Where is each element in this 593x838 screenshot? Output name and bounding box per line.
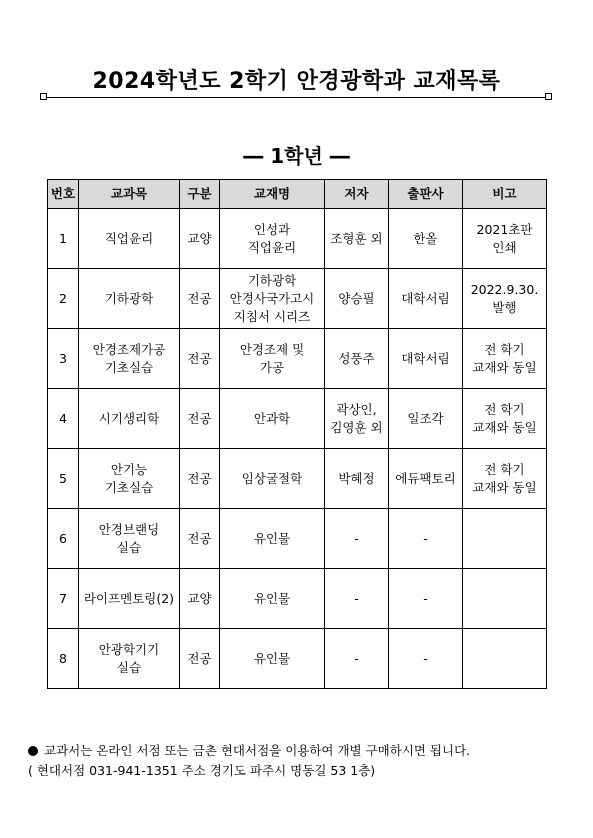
table-row — [48, 209, 547, 269]
underline-left-end — [40, 93, 47, 100]
cell-no: 6 — [48, 509, 79, 569]
cell-note: 2022.9.30. 발행 — [463, 269, 547, 329]
cell-type: 전공 — [180, 449, 220, 509]
cell-publisher: 일조각 — [389, 389, 463, 449]
cell-author: - — [325, 509, 389, 569]
notes — [28, 741, 470, 781]
cell-book: 안경조제 및 가공 — [220, 329, 325, 389]
cell-type: 교양 — [180, 569, 220, 629]
header-author: 저자 — [325, 180, 389, 209]
note-line-store: ( 현대서점 031-941-1351 주소 경기도 파주시 명동길 53 1층) — [28, 763, 376, 778]
header-type: 구분 — [180, 180, 220, 209]
cell-type: 전공 — [180, 389, 220, 449]
cell-author: 성풍주 — [325, 329, 389, 389]
cell-no: 3 — [48, 329, 79, 389]
cell-type: 전공 — [180, 509, 220, 569]
cell-note — [463, 629, 547, 689]
title-underline — [43, 97, 549, 98]
cell-note — [463, 509, 547, 569]
table-row — [48, 569, 547, 629]
cell-no: 5 — [48, 449, 79, 509]
table-row — [48, 449, 547, 509]
cell-publisher: 에듀팩토리 — [389, 449, 463, 509]
cell-no: 2 — [48, 269, 79, 329]
table-row — [48, 389, 547, 449]
cell-no: 4 — [48, 389, 79, 449]
cell-book: 임상굴절학 — [220, 449, 325, 509]
cell-course: 안경브랜딩 실습 — [79, 509, 180, 569]
table-row — [48, 629, 547, 689]
table-row — [48, 329, 547, 389]
cell-note: 전 학기 교재와 동일 — [463, 329, 547, 389]
cell-type: 전공 — [180, 269, 220, 329]
cell-note: 전 학기 교재와 동일 — [463, 389, 547, 449]
cell-book: 유인물 — [220, 629, 325, 689]
header-note: 비고 — [463, 180, 547, 209]
note-text: 교과서는 온라인 서점 또는 금촌 현대서점을 이용하여 개별 구매하시면 됩니다. — [44, 743, 471, 758]
cell-publisher: 대학서림 — [389, 329, 463, 389]
cell-type: 교양 — [180, 209, 220, 269]
cell-book: 인성과 직업윤리 — [220, 209, 325, 269]
cell-no: 7 — [48, 569, 79, 629]
table-header-row — [48, 180, 547, 209]
cell-book: 안과학 — [220, 389, 325, 449]
cell-book: 기하광학 안경사국가고시 지침서 시리즈 — [220, 269, 325, 329]
cell-course: 직업윤리 — [79, 209, 180, 269]
table-row — [48, 509, 547, 569]
cell-note: 전 학기 교재와 동일 — [463, 449, 547, 509]
textbook-table — [47, 179, 547, 689]
cell-author: 양승필 — [325, 269, 389, 329]
section-title: ― 1학년 ― — [243, 144, 350, 168]
cell-author: - — [325, 629, 389, 689]
header-course: 교과목 — [79, 180, 180, 209]
cell-publisher: - — [389, 569, 463, 629]
cell-author: 조형훈 외 — [325, 209, 389, 269]
cell-course: 기하광학 — [79, 269, 180, 329]
cell-author: - — [325, 569, 389, 629]
cell-publisher: 대학서림 — [389, 269, 463, 329]
header-book: 교재명 — [220, 180, 325, 209]
cell-publisher: - — [389, 629, 463, 689]
underline-right-end — [545, 93, 552, 100]
cell-book: 유인물 — [220, 509, 325, 569]
bullet-icon — [28, 746, 38, 756]
cell-course: 안기능 기초실습 — [79, 449, 180, 509]
cell-course: 안경조제가공 기초실습 — [79, 329, 180, 389]
cell-author: 곽상인, 김영훈 외 — [325, 389, 389, 449]
header-publisher: 출판사 — [389, 180, 463, 209]
note-line-purchase — [28, 741, 470, 761]
cell-type: 전공 — [180, 329, 220, 389]
cell-publisher: 한올 — [389, 209, 463, 269]
cell-author: 박혜정 — [325, 449, 389, 509]
cell-no: 1 — [48, 209, 79, 269]
cell-course: 시기생리학 — [79, 389, 180, 449]
header-no: 번호 — [48, 180, 79, 209]
cell-type: 전공 — [180, 629, 220, 689]
cell-publisher: - — [389, 509, 463, 569]
page-title: 2024학년도 2학기 안경광학과 교재목록 — [92, 69, 501, 94]
cell-course: 라이프멘토링(2) — [79, 569, 180, 629]
cell-note — [463, 569, 547, 629]
cell-note: 2021초판 인쇄 — [463, 209, 547, 269]
cell-course: 안광학기기 실습 — [79, 629, 180, 689]
cell-book: 유인물 — [220, 569, 325, 629]
table-row — [48, 269, 547, 329]
cell-no: 8 — [48, 629, 79, 689]
